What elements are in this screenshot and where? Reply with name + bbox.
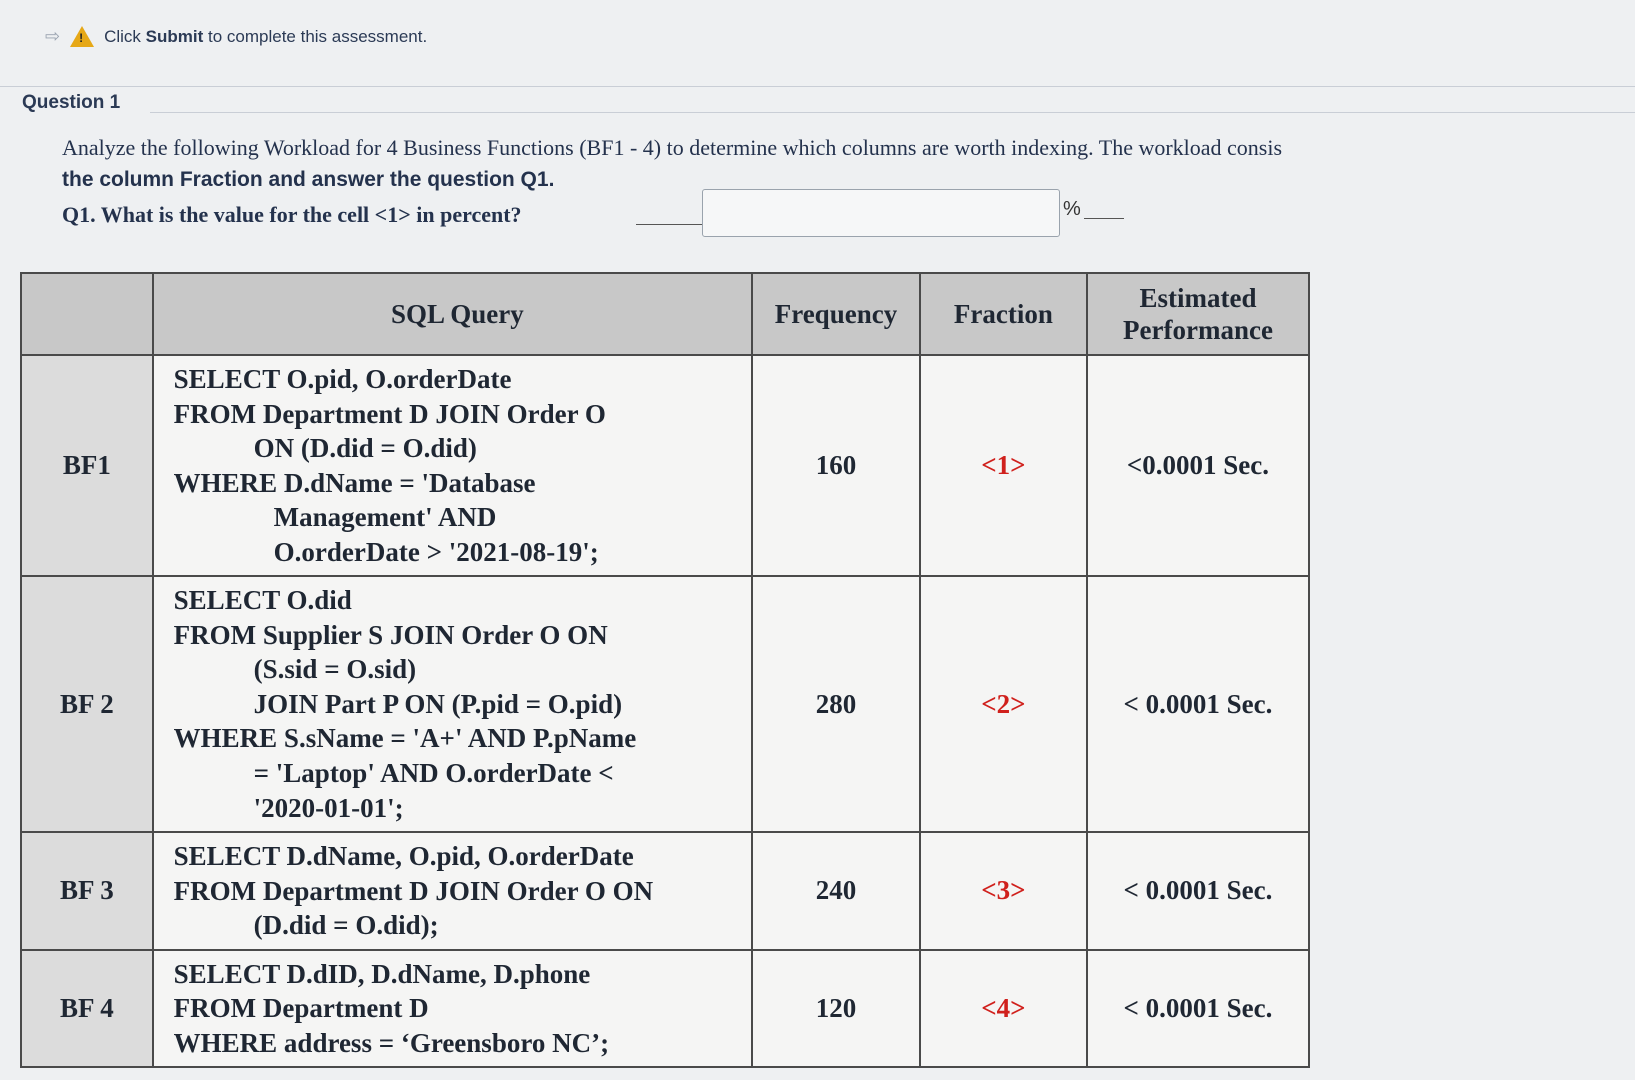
frequency-cell: 120 <box>752 950 920 1068</box>
sql-line: WHERE S.sName = 'A+' AND P.pName <box>173 723 637 754</box>
sql-line: = 'Laptop' AND O.orderDate < <box>253 758 614 789</box>
question-prompt: Analyze the following Workload for 4 Business Functions (BF1 - 4) to determine which columns are worth indexing. The workload consis <box>62 135 1283 160</box>
warning-icon: ! <box>70 26 94 47</box>
bf-label: BF1 <box>21 355 153 576</box>
divider <box>150 112 1635 113</box>
frequency-cell: 240 <box>752 832 920 950</box>
fraction-cell: <3> <box>920 832 1087 950</box>
header-frequency: Frequency <box>752 273 920 355</box>
workload-table <box>20 272 1310 1068</box>
performance-cell: < 0.0001 Sec. <box>1087 832 1309 950</box>
header-fraction: Fraction <box>920 273 1087 355</box>
bf-label: BF 2 <box>21 576 153 832</box>
sql-line: SELECT D.dID, D.dName, D.phone <box>173 958 591 989</box>
submit-keyword: Submit <box>145 26 204 46</box>
frequency-cell: 280 <box>752 576 920 832</box>
bf-label: BF 3 <box>21 832 153 950</box>
sql-line: FROM Department D JOIN Order O <box>173 398 606 429</box>
q1-text: Q1. What is the value for the cell <1> in percent? <box>62 202 522 227</box>
fraction-cell: <4> <box>920 950 1087 1068</box>
table-row <box>21 832 1309 950</box>
fraction-cell: <1> <box>920 355 1087 576</box>
sql-query-cell <box>153 950 752 1068</box>
table-row <box>21 576 1309 832</box>
bf-label: BF 4 <box>21 950 153 1068</box>
header-bf <box>21 273 153 355</box>
sql-line: SELECT O.pid, O.orderDate <box>173 364 512 394</box>
sql-line: '2020-01-01'; <box>253 792 404 823</box>
performance-cell: < 0.0001 Sec. <box>1087 950 1309 1068</box>
performance-cell: <0.0001 Sec. <box>1087 355 1309 576</box>
table-row <box>21 950 1309 1068</box>
sql-line: (D.did = O.did); <box>253 910 439 941</box>
sql-line: Management' AND <box>273 502 497 533</box>
sql-line: SELECT O.did <box>173 585 352 616</box>
sql-line: FROM Supplier S JOIN Order O ON <box>173 619 608 650</box>
notice-text: Click Submit to complete this assessment. <box>104 26 428 46</box>
sql-line: O.orderDate > '2021-08-19'; <box>273 536 599 567</box>
sql-query-cell <box>153 355 752 576</box>
frequency-cell: 160 <box>752 355 920 576</box>
divider <box>0 86 1635 87</box>
arrow-icon: ⇨ <box>45 26 61 46</box>
sql-line: FROM Department D JOIN Order O ON <box>173 875 654 906</box>
underline <box>636 224 702 225</box>
header-sql-query: SQL Query <box>153 273 752 355</box>
question-prompt-line2: the column Fraction and answer the question Q1. <box>62 168 555 191</box>
underline <box>1084 218 1124 219</box>
sql-query-cell <box>153 576 752 832</box>
percent-unit: % <box>1063 198 1081 220</box>
sql-line: FROM Department D <box>173 993 429 1024</box>
table-row <box>21 355 1309 576</box>
assessment-notice <box>45 26 427 47</box>
sql-line: WHERE D.dName = 'Database <box>173 467 536 498</box>
sql-line: (S.sid = O.sid) <box>253 654 417 685</box>
performance-cell: < 0.0001 Sec. <box>1087 576 1309 832</box>
sql-line: WHERE address = ‘Greensboro NC’; <box>173 1027 610 1058</box>
sql-line: SELECT D.dName, O.pid, O.orderDate <box>173 841 634 872</box>
answer-input[interactable] <box>702 189 1060 237</box>
table-header-row <box>21 273 1309 355</box>
header-estimated-performance: Estimated Performance <box>1087 273 1309 355</box>
fraction-cell: <2> <box>920 576 1087 832</box>
question-heading: Question 1 <box>22 92 121 113</box>
sql-query-cell <box>153 832 752 950</box>
sql-line: JOIN Part P ON (P.pid = O.pid) <box>253 688 623 719</box>
sql-line: ON (D.did = O.did) <box>253 433 477 464</box>
